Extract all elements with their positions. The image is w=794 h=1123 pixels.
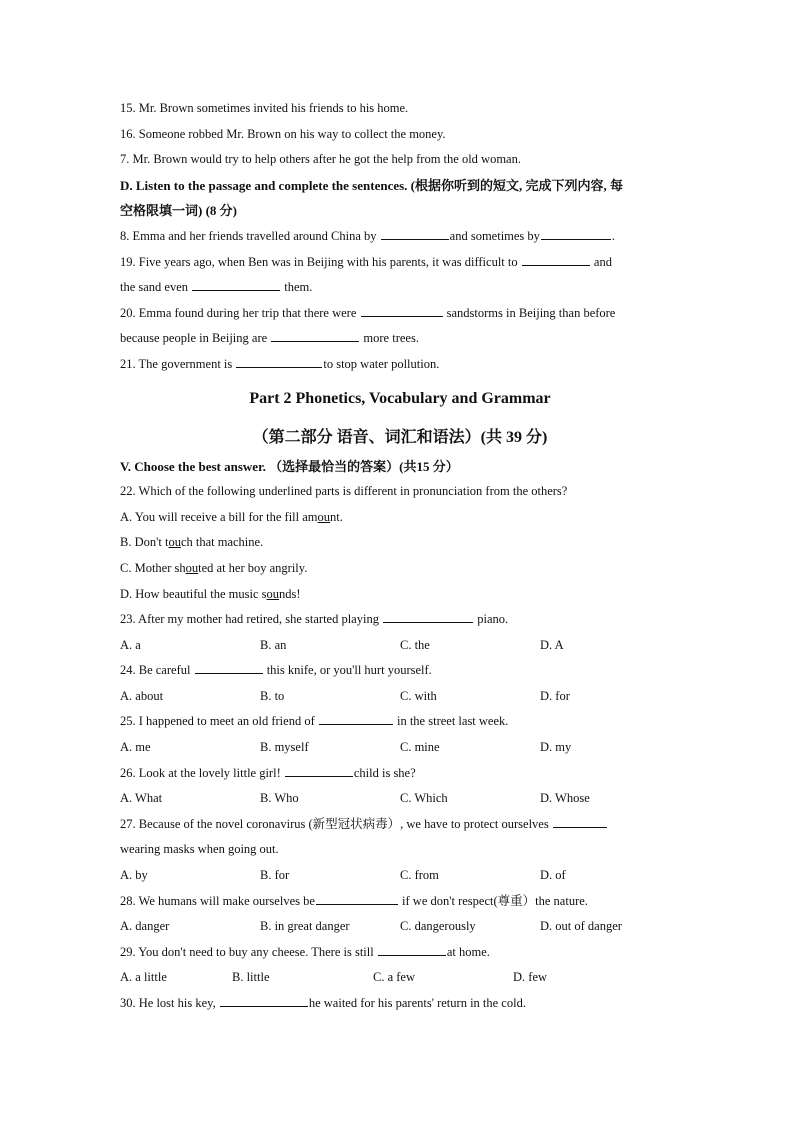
answer-blank	[319, 713, 393, 725]
option-a: A. me	[120, 740, 151, 755]
answer-blank	[271, 330, 359, 342]
question-26-stem: 26. Look at the lovely little girl! child is she?	[120, 765, 416, 780]
exam-page	[120, 96, 680, 1017]
answer-blank	[192, 279, 280, 291]
question-16: 16. Someone robbed Mr. Brown on his way to collect the money.	[120, 126, 446, 141]
question-25-stem: 25. I happened to meet an old friend of in the street last week.	[120, 714, 509, 729]
question-15: 15. Mr. Brown sometimes invited his friends to his home.	[120, 101, 409, 115]
section-v-heading: V. Choose the best answer. （选择最恰当的答案）(共15 分）	[120, 458, 459, 474]
question-24-stem: 24. Be careful this knife, or you'll hurt yourself.	[120, 663, 432, 678]
option-d: D. A	[540, 637, 564, 652]
option-b: B. to	[260, 688, 285, 703]
option-a: A. about	[120, 688, 164, 703]
option-c: C. dangerously	[400, 919, 476, 934]
question-28-stem: 28. We humans will make ourselves be if we don't respect(尊重）the nature.	[120, 893, 588, 908]
answer-blank	[541, 228, 611, 240]
answer-blank	[195, 662, 263, 674]
question-17: 7. Mr. Brown would try to help others after he got the help from the old woman.	[120, 152, 521, 167]
question-29-stem: 29. You don't need to buy any cheese. There is still at home.	[120, 944, 490, 959]
part-2-title: Part 2 Phonetics, Vocabulary and Grammar	[249, 389, 551, 407]
question-23-stem: 23. After my mother had retired, she started playing piano.	[120, 612, 509, 627]
option-d: D. few	[513, 970, 548, 985]
question-27-options	[120, 863, 680, 889]
answer-blank	[285, 765, 353, 777]
part-2-subtitle: （第二部分 语音、词汇和语法）(共 39 分)	[252, 428, 548, 446]
question-29-options	[120, 965, 680, 991]
section-d-heading-line2: 空格限填一词) (8 分)	[120, 203, 237, 219]
option-c: C. with	[400, 688, 437, 703]
option-b: B. myself	[260, 740, 309, 755]
question-23-options	[120, 633, 680, 659]
question-30-stem: 30. He lost his key, he waited for his parents' return in the cold.	[120, 996, 526, 1010]
option-b: B. Who	[260, 791, 299, 806]
option-d: D. for	[540, 688, 570, 703]
option-a: A. danger	[120, 919, 170, 934]
question-21: 21. The government is to stop water pollution.	[120, 356, 440, 371]
question-27-stem-line2: wearing masks when going out.	[120, 842, 279, 857]
option-d: D. my	[540, 740, 572, 755]
section-d-heading-line1: D. Listen to the passage and complete the sentences. (根据你听到的短文, 完成下列内容, 每	[120, 177, 624, 193]
question-20-line1: 20. Emma found during her trip that there were sandstorms in Beijing than before	[120, 305, 616, 320]
question-20-line2: because people in Beijing are more trees.	[120, 331, 419, 346]
question-26-options	[120, 786, 680, 812]
option-c: C. a few	[373, 970, 415, 985]
answer-blank	[383, 611, 473, 623]
question-22-option-c: C. Mother shouted at her boy angrily.	[120, 560, 308, 575]
option-b: B. an	[260, 637, 287, 652]
question-22-option-a: A. You will receive a bill for the fill amount.	[120, 509, 343, 524]
answer-blank	[236, 356, 322, 368]
answer-blank	[522, 254, 590, 266]
question-19-line2: the sand even them.	[120, 280, 313, 295]
option-b: B. little	[232, 970, 270, 985]
option-a: A. What	[120, 791, 163, 806]
option-a: A. a	[120, 637, 141, 652]
question-19-line1: 19. Five years ago, when Ben was in Beijing with his parents, it was difficult to and	[120, 254, 612, 269]
question-22-stem: 22. Which of the following underlined parts is different in pronunciation from the others?	[120, 484, 568, 499]
option-d: D. of	[540, 868, 566, 883]
option-d: D. Whose	[540, 791, 590, 806]
answer-blank	[316, 893, 398, 905]
option-a: A. a little	[120, 970, 167, 985]
answer-blank	[378, 944, 446, 956]
question-18: 8. Emma and her friends travelled around China by and sometimes by .	[120, 228, 616, 243]
answer-blank	[220, 995, 308, 1007]
option-b: B. for	[260, 868, 290, 883]
option-c: C. mine	[400, 740, 440, 755]
question-25-options	[120, 735, 680, 761]
question-22-option-d: D. How beautiful the music sounds!	[120, 586, 301, 601]
question-27-stem-line1: 27. Because of the novel coronavirus (新型冠状病毒）, we have to protect ourselves	[120, 812, 680, 838]
option-d: D. out of danger	[540, 919, 622, 934]
option-b: B. in great danger	[260, 919, 350, 934]
question-24-options	[120, 684, 680, 710]
answer-blank	[361, 305, 443, 317]
option-c: C. Which	[400, 791, 448, 806]
option-c: C. the	[400, 637, 430, 652]
question-28-options	[120, 914, 680, 940]
option-c: C. from	[400, 868, 439, 883]
answer-blank	[553, 816, 607, 828]
question-22-option-b: B. Don't touch that machine.	[120, 535, 264, 550]
answer-blank	[381, 228, 449, 240]
option-a: A. by	[120, 868, 148, 883]
